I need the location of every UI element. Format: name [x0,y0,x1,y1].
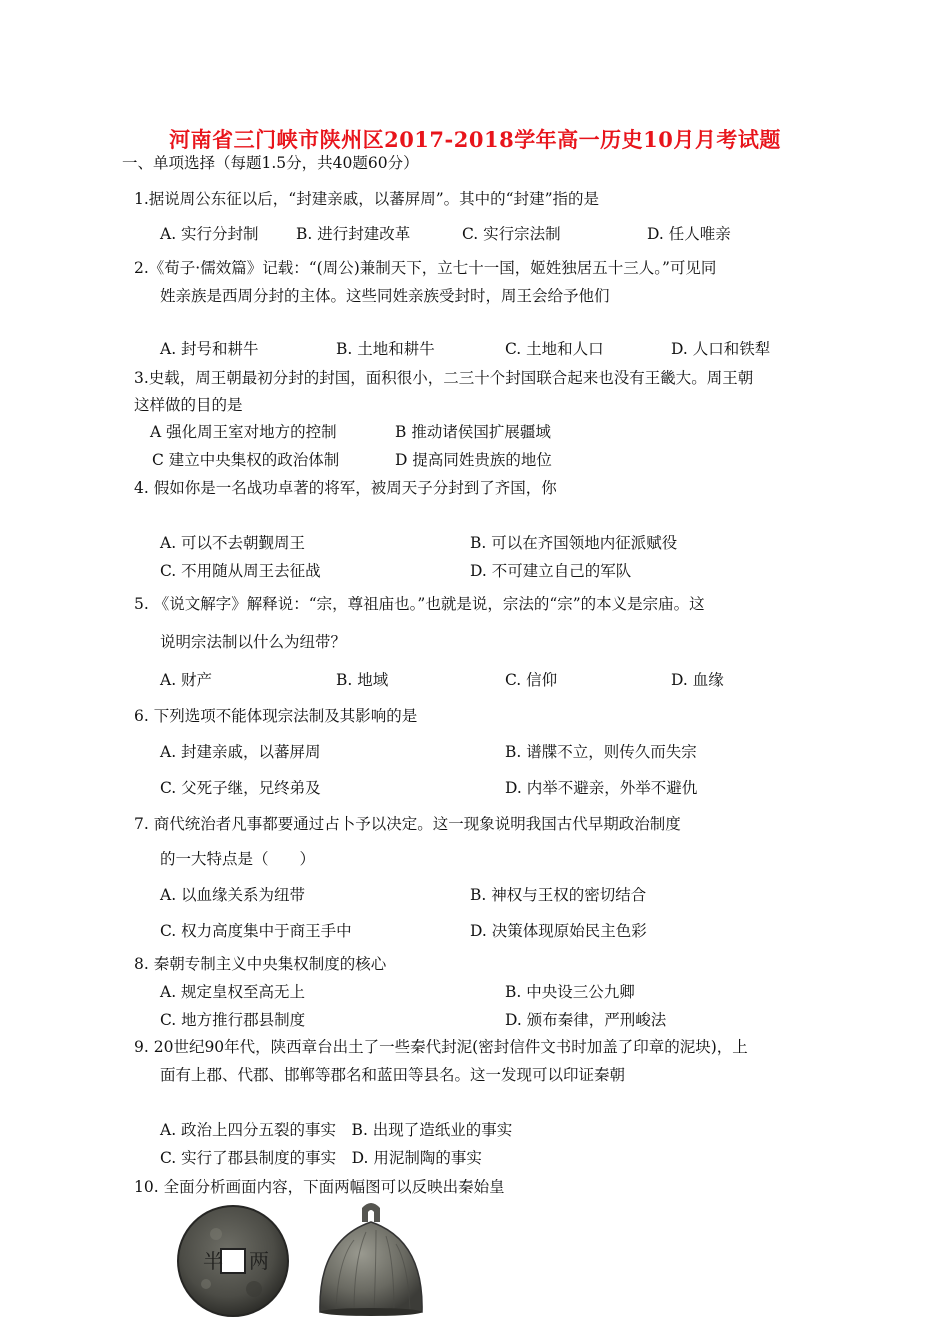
question-5-option-c: C. 信仰 [505,671,558,689]
question-3-option-d: D 提高同姓贵族的地位 [395,451,552,469]
question-6-option-b: B. 谱牒不立，则传久而失宗 [505,743,697,761]
question-8-option-d: D. 颁布秦律，严刑峻法 [505,1011,667,1029]
question-3-option-c: C 建立中央集权的政治体制 [152,451,340,469]
question-8-option-b: B. 中央设三公九卿 [505,983,635,1001]
question-6-stem: 6. 下列选项不能体现宗法制及其影响的是 [134,707,418,725]
question-9-options-ab: A. 政治上四分五裂的事实 B. 出现了造纸业的事实 [160,1121,513,1139]
question-7-option-b: B. 神权与王权的密切结合 [470,886,647,904]
question-2-option-c: C. 土地和人口 [505,340,604,358]
question-6-option-c: C. 父死子继，兄终弟及 [160,779,321,797]
qin-weight-image [314,1200,428,1318]
question-2-option-d: D. 人口和铁犁 [671,340,771,358]
question-9-stem-line-2: 面有上郡、代郡、邯郸等郡名和蓝田等县名。这一发现可以印证秦朝 [160,1066,626,1084]
question-2-stem-line-2: 姓亲族是西周分封的主体。这些同姓亲族受封时，周王会给予他们 [160,287,610,305]
question-5-option-d: D. 血缘 [671,671,724,689]
question-1-stem: 1.据说周公东征以后，“封建亲戚，以蕃屏周”。其中的“封建”指的是 [134,190,599,208]
question-3-stem-line-2: 这样做的目的是 [134,396,243,414]
question-7-stem-line-2: 的一大特点是（ ） [160,850,316,868]
banliang-coin-image [176,1204,290,1318]
question-9-options-cd: C. 实行了郡县制度的事实 D. 用泥制陶的事实 [160,1149,482,1167]
question-8-stem: 8. 秦朝专制主义中央集权制度的核心 [134,955,387,973]
question-1-option-c: C. 实行宗法制 [462,225,561,243]
question-7-option-c: C. 权力高度集中于商王手中 [160,922,352,940]
question-2-option-b: B. 土地和耕牛 [336,340,435,358]
question-1-option-d: D. 任人唯亲 [647,225,731,243]
question-7-option-a: A. 以血缘关系为纽带 [160,886,306,904]
question-4-stem: 4. 假如你是一名战功卓著的将军，被周天子分封到了齐国，你 [134,479,557,497]
question-6-option-d: D. 内举不避亲，外举不避仇 [505,779,698,797]
question-4-option-c: C. 不用随从周王去征战 [160,562,321,580]
question-3-option-b: B 推动诸侯国扩展疆域 [395,423,551,441]
question-4-option-d: D. 不可建立自己的军队 [470,562,632,580]
question-6-option-a: A. 封建亲戚，以蕃屏周 [160,743,321,761]
question-7-option-d: D. 决策体现原始民主色彩 [470,922,647,940]
question-5-option-a: A. 财产 [160,671,213,689]
question-3-stem-line-1: 3.史载，周王朝最初分封的封国，面积很小，二三十个封国联合起来也没有王畿大。周王朝 [134,369,754,387]
question-1-option-b: B. 进行封建改革 [296,225,411,243]
question-8-option-c: C. 地方推行郡县制度 [160,1011,306,1029]
question-2-stem-line-1: 2.《荀子·儒效篇》记载：“(周公)兼制天下，立七十一国，姬姓独居五十三人。”可见同 [134,259,717,277]
question-7-stem-line-1: 7. 商代统治者凡事都要通过占卜予以决定。这一现象说明我国古代早期政治制度 [134,815,681,833]
coin-character-right: 两 [249,1249,269,1273]
question-9-stem-line-1: 9. 20世纪90年代，陕西章台出土了一些秦代封泥(密封信件文书时加盖了印章的泥块)，上 [134,1038,748,1056]
question-4-option-b: B. 可以在齐国领地内征派赋役 [470,534,678,552]
question-5-stem-line-2: 说明宗法制以什么为纽带？ [160,633,347,651]
document-title: 河南省三门峡市陕州区2017-2018学年高一历史10月月考试题 [169,127,781,152]
question-8-option-a: A. 规定皇权至高无上 [160,983,306,1001]
question-10-stem: 10. 全面分析画面内容，下面两幅图可以反映出秦始皇 [134,1178,505,1196]
question-5-stem-line-1: 5. 《说文解字》解释说：“宗，尊祖庙也。”也就是说，宗法的“宗”的本义是宗庙。这 [134,595,705,613]
question-3-option-a: A 强化周王室对地方的控制 [150,423,337,441]
question-1-option-a: A. 实行分封制 [160,225,259,243]
section-heading: 一、单项选择（每题1.5分，共40题60分） [122,154,419,172]
question-5-option-b: B. 地域 [336,671,389,689]
question-4-option-a: A. 可以不去朝觐周王 [160,534,306,552]
coin-character-left: 半 [203,1249,223,1273]
question-2-option-a: A. 封号和耕牛 [160,340,259,358]
